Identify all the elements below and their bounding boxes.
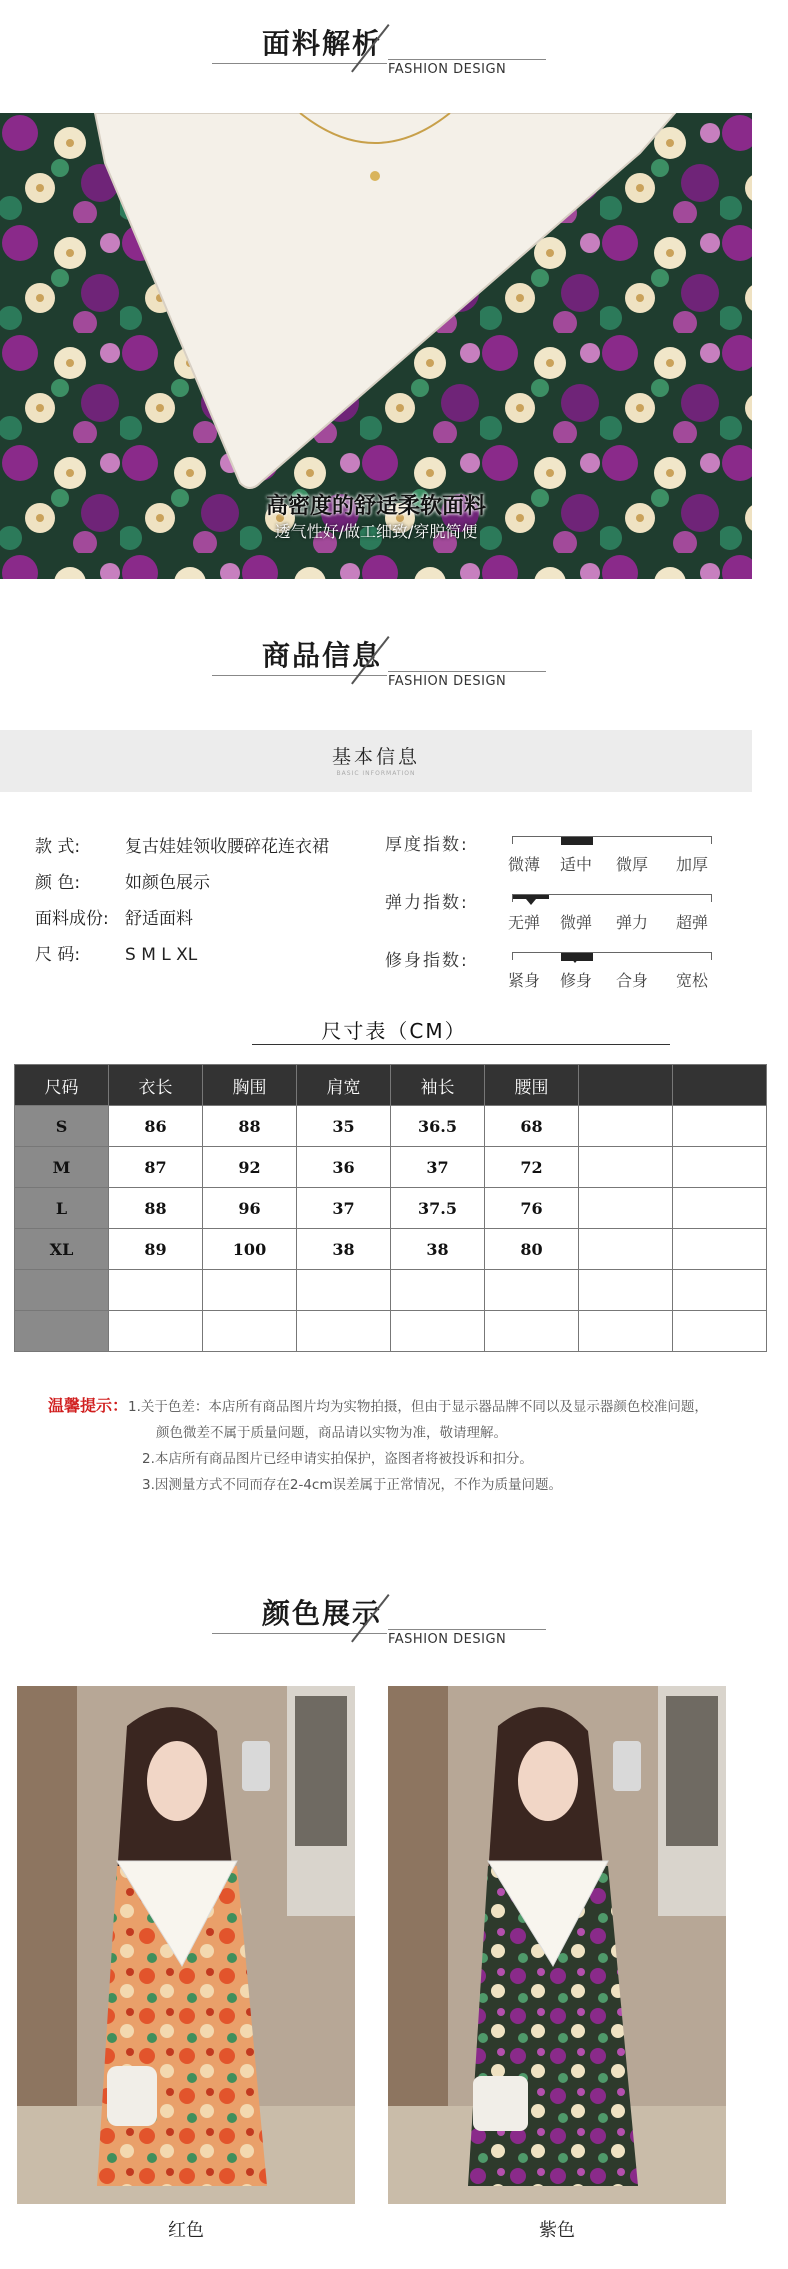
- attribute-key: 款 式:: [35, 837, 81, 857]
- table-cell: [391, 1311, 485, 1352]
- table-cell: [391, 1270, 485, 1311]
- size-chart-table: [14, 1064, 767, 1352]
- scale-option: 加厚: [675, 855, 708, 874]
- table-cell: 36: [297, 1147, 391, 1188]
- table-cell: 100: [203, 1229, 297, 1270]
- attribute-key: 面料成份:: [35, 909, 109, 929]
- size-label-cell: [15, 1311, 109, 1352]
- attribute-value: 舒适面料: [125, 909, 193, 929]
- table-row: [15, 1229, 767, 1270]
- size-label-cell: M: [15, 1147, 109, 1188]
- divider: [212, 675, 387, 676]
- table-row: [15, 1311, 767, 1352]
- scale-option: 微厚: [615, 855, 648, 874]
- attribute-key: 尺 码:: [35, 945, 81, 965]
- basic-info-band: [0, 730, 752, 792]
- fit-scale-label: 修身指数:: [385, 951, 469, 971]
- tip-line: 颜色微差不属于质量问题，商品请以实物为准，敬请理解。: [156, 1425, 507, 1441]
- table-cell: 92: [203, 1147, 297, 1188]
- size-label-cell: XL: [15, 1229, 109, 1270]
- scale-option: 微薄: [507, 855, 540, 874]
- tip-text: 1.关于色差：本店所有商品图片均为实物拍摄，但由于显示器品牌不同以及显示器颜色校准问题，: [128, 1399, 708, 1415]
- table-header-cell: 腰围: [485, 1065, 579, 1106]
- tip-line: 2.本店所有商品图片已经申请实拍保护，盗图者将被投诉和扣分。: [142, 1451, 533, 1467]
- divider: [388, 1629, 546, 1630]
- section-subtitle: FASHION DESIGN: [388, 674, 507, 689]
- table-cell: [203, 1311, 297, 1352]
- divider: [388, 671, 546, 672]
- table-row: [15, 1106, 767, 1147]
- scale-option: 无弹: [507, 913, 540, 932]
- table-header-cell: [673, 1065, 767, 1106]
- fabric-section-header: [0, 22, 788, 92]
- section-title: 商品信息: [262, 639, 383, 672]
- table-cell: [673, 1147, 767, 1188]
- scale-pointer-icon: [526, 899, 536, 905]
- table-header-cell: [579, 1065, 673, 1106]
- table-cell: [203, 1270, 297, 1311]
- attribute-row: [35, 940, 197, 964]
- table-cell: 37.5: [391, 1188, 485, 1229]
- table-cell: [579, 1188, 673, 1229]
- attribute-value: 如颜色展示: [125, 873, 210, 893]
- table-cell: 76: [485, 1188, 579, 1229]
- table-header-cell: 衣长: [109, 1065, 203, 1106]
- scale-option: 宽松: [675, 971, 708, 990]
- scale-pointer-icon: [570, 957, 580, 963]
- table-cell: 88: [203, 1106, 297, 1147]
- table-row: [15, 1188, 767, 1229]
- fabric-headline: 高密度的舒适柔软面料: [265, 494, 486, 519]
- color-caption-red: 红色: [168, 2220, 204, 2241]
- scale-option: 适中: [559, 855, 592, 874]
- table-cell: [485, 1311, 579, 1352]
- table-cell: [579, 1106, 673, 1147]
- table-header-row: [15, 1065, 767, 1106]
- table-cell: 80: [485, 1229, 579, 1270]
- attribute-row: [35, 832, 329, 856]
- table-cell: 87: [109, 1147, 203, 1188]
- table-cell: [297, 1311, 391, 1352]
- fabric-closeup-image: [0, 113, 752, 579]
- elasticity-scale-bar: [512, 894, 712, 902]
- attribute-row: [35, 868, 210, 892]
- warm-tips: [48, 1393, 768, 1498]
- table-cell: 35: [297, 1106, 391, 1147]
- table-cell: [109, 1311, 203, 1352]
- model-red-dress-graphic: [17, 1686, 355, 2204]
- table-cell: 36.5: [391, 1106, 485, 1147]
- fabric-tagline: 透气性好/做工细致/穿脱简便: [274, 522, 478, 541]
- table-header-cell: 胸围: [203, 1065, 297, 1106]
- section-subtitle: FASHION DESIGN: [388, 1632, 507, 1647]
- basic-info-subtitle: BASIC INFORMATION: [336, 770, 416, 777]
- scale-option: 合身: [615, 971, 648, 990]
- scale-option: 修身: [559, 971, 592, 990]
- divider: [212, 63, 387, 64]
- fit-scale-bar: [512, 952, 712, 960]
- table-header-cell: 肩宽: [297, 1065, 391, 1106]
- table-cell: 96: [203, 1188, 297, 1229]
- table-cell: [579, 1311, 673, 1352]
- table-cell: [485, 1270, 579, 1311]
- size-chart-title: 尺寸表（CM）: [321, 1019, 467, 1043]
- table-cell: 88: [109, 1188, 203, 1229]
- table-cell: 72: [485, 1147, 579, 1188]
- table-header-cell: 袖长: [391, 1065, 485, 1106]
- scale-option: 超弹: [675, 913, 708, 932]
- table-header-cell: 尺码: [15, 1065, 109, 1106]
- divider: [252, 1044, 670, 1045]
- basic-info-title: 基本信息: [331, 746, 420, 768]
- size-label-cell: L: [15, 1188, 109, 1229]
- divider: [212, 1633, 387, 1634]
- color-caption-purple: 紫色: [539, 2220, 575, 2241]
- table-cell: [673, 1106, 767, 1147]
- scale-option: 紧身: [507, 971, 540, 990]
- table-cell: [673, 1270, 767, 1311]
- section-subtitle: FASHION DESIGN: [388, 62, 507, 77]
- section-title: 面料解析: [262, 27, 383, 60]
- table-cell: 89: [109, 1229, 203, 1270]
- table-cell: [673, 1311, 767, 1352]
- table-row: [15, 1147, 767, 1188]
- scale-option: 微弹: [559, 913, 592, 932]
- attribute-key: 颜 色:: [35, 873, 81, 893]
- model-purple-dress-graphic: [388, 1686, 726, 2204]
- table-cell: [579, 1147, 673, 1188]
- table-cell: 37: [391, 1147, 485, 1188]
- size-label-cell: S: [15, 1106, 109, 1147]
- table-cell: [579, 1270, 673, 1311]
- warm-tips-label: 温馨提示：: [48, 1396, 129, 1415]
- section-title: 颜色展示: [262, 1597, 383, 1630]
- attribute-value: 复古娃娃领收腰碎花连衣裙: [125, 837, 329, 857]
- table-cell: 38: [297, 1229, 391, 1270]
- thickness-scale-bar: [512, 836, 712, 844]
- tip-line: [48, 1393, 768, 1420]
- attribute-row: [35, 904, 193, 928]
- elasticity-scale-label: 弹力指数:: [385, 893, 469, 913]
- table-cell: 86: [109, 1106, 203, 1147]
- attribute-value: S M L XL: [125, 945, 198, 965]
- table-cell: [673, 1188, 767, 1229]
- red-dress-photo: [17, 1686, 355, 2204]
- colors-section-header: [0, 1592, 788, 1662]
- tip-line: 3.因测量方式不同而存在2-4cm误差属于正常情况，不作为质量问题。: [142, 1477, 563, 1493]
- table-cell: [297, 1270, 391, 1311]
- product-section-header: [0, 634, 788, 704]
- purple-dress-photo: [388, 1686, 726, 2204]
- table-cell: 38: [391, 1229, 485, 1270]
- table-cell: [109, 1270, 203, 1311]
- table-cell: 37: [297, 1188, 391, 1229]
- scale-selected-marker: [561, 837, 593, 845]
- table-cell: [673, 1229, 767, 1270]
- divider: [388, 59, 546, 60]
- table-cell: [579, 1229, 673, 1270]
- scale-option: 弹力: [615, 913, 648, 932]
- table-cell: 68: [485, 1106, 579, 1147]
- size-label-cell: [15, 1270, 109, 1311]
- table-row: [15, 1270, 767, 1311]
- thickness-scale-label: 厚度指数:: [385, 835, 469, 855]
